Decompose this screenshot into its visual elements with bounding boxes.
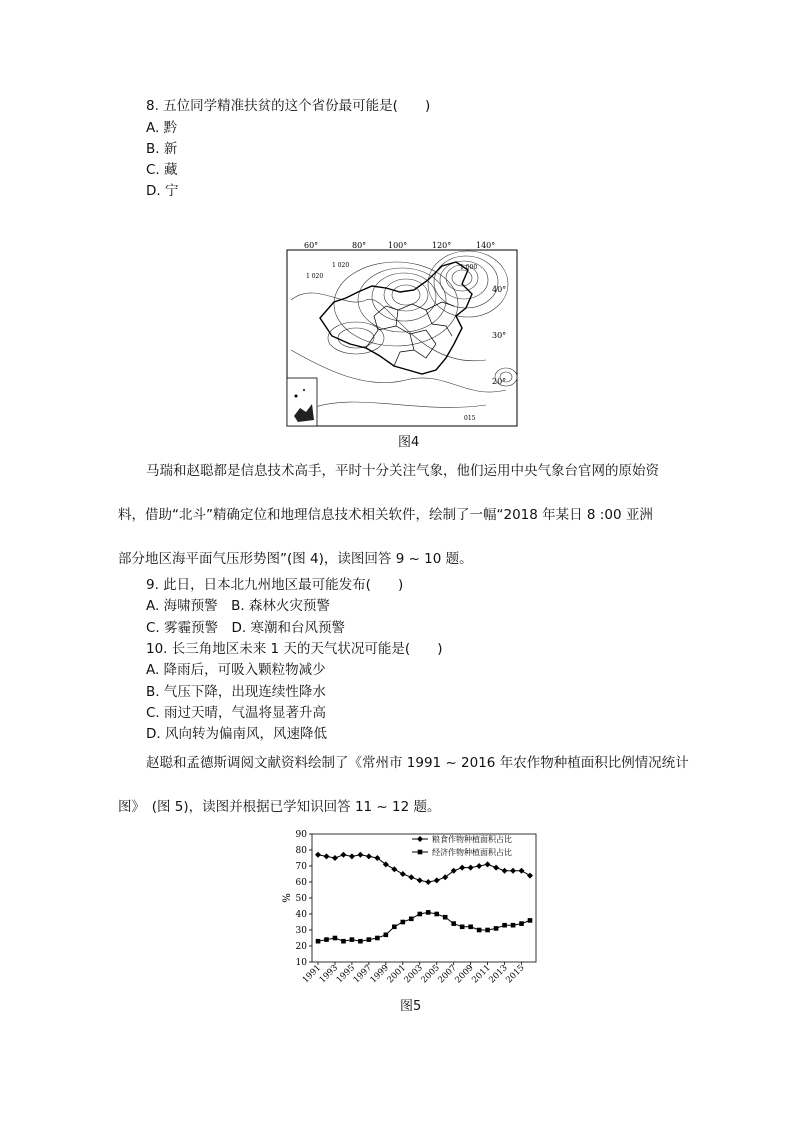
data-point — [425, 879, 431, 885]
data-point — [315, 852, 321, 858]
data-point — [528, 918, 533, 923]
crop-area-ratio-chart — [282, 826, 544, 998]
y-tick-label: 10 — [295, 958, 307, 968]
y-tick-label: 20 — [295, 942, 307, 952]
data-point — [502, 923, 507, 928]
data-point — [417, 912, 422, 917]
lon-label-100: 100° — [388, 241, 408, 250]
data-point — [366, 853, 372, 859]
legend-label: 粮食作物种植面积占比 — [432, 835, 512, 844]
data-point — [493, 865, 499, 871]
data-point — [350, 937, 355, 942]
data-point — [375, 936, 380, 941]
q10-option-b: B. 气压下降，出现连续性降水 — [146, 684, 326, 700]
isobar-label: 015 — [464, 415, 476, 422]
x-tick-label: 2005 — [419, 963, 442, 986]
data-point — [468, 925, 473, 930]
y-tick-label: 50 — [295, 894, 307, 904]
q8-option-c: C. 藏 — [146, 162, 178, 178]
x-tick-label: 1999 — [368, 963, 391, 986]
data-point — [502, 868, 508, 874]
q8-option-a: A. 黔 — [146, 120, 178, 136]
q8-option-b: B. 新 — [146, 141, 178, 157]
data-point — [510, 868, 516, 874]
data-point — [340, 852, 346, 858]
q9-options-row-2: C. 雾霾预警 D. 寒潮和台风预警 — [146, 620, 345, 636]
data-point — [409, 917, 414, 922]
data-point — [519, 921, 524, 926]
q10-option-d: D. 风向转为偏南风，风速降低 — [146, 726, 327, 742]
data-point — [527, 873, 533, 879]
data-point — [392, 925, 397, 930]
y-tick-label: 40 — [295, 910, 307, 920]
intro-paragraph-1-line-3: 部分地区海平面气压形势图”(图 4)，读图回答 9 ~ 10 题。 — [118, 551, 473, 567]
figure-4-caption: 图4 — [398, 435, 420, 450]
q10-stem: 10. 长三角地区未来 1 天的天气状况可能是( ) — [146, 641, 443, 657]
data-point — [426, 910, 431, 915]
sea-level-pressure-map — [286, 240, 518, 428]
data-point — [324, 937, 329, 942]
x-tick-label: 1993 — [317, 963, 341, 986]
x-tick-label: 1991 — [300, 963, 324, 986]
y-tick-label: 90 — [295, 830, 307, 840]
data-point — [476, 863, 482, 869]
data-point — [417, 877, 423, 883]
x-tick-label: 2009 — [453, 963, 476, 986]
x-tick-label: 1997 — [351, 963, 375, 986]
data-point — [434, 912, 439, 917]
isobar-label: 1 020 — [332, 262, 350, 269]
data-point — [400, 871, 406, 877]
x-tick-label: 2003 — [402, 963, 425, 986]
data-point — [323, 853, 329, 859]
data-point — [391, 866, 397, 872]
data-point — [443, 915, 448, 920]
y-tick-label: 70 — [295, 862, 307, 872]
data-point — [485, 861, 491, 867]
lon-label-60: 60° — [304, 241, 319, 250]
data-point — [434, 877, 440, 883]
data-point — [494, 926, 499, 931]
data-point — [332, 855, 338, 861]
data-point — [349, 853, 355, 859]
x-tick-label: 2001 — [385, 963, 408, 986]
data-point — [333, 936, 338, 941]
q10-option-a: A. 降雨后，可吸入颗粒物减少 — [146, 662, 326, 678]
intro-paragraph-2-line-2: 图》 (图 5)，读图并根据已学知识回答 11 ~ 12 题。 — [118, 799, 441, 815]
data-point — [341, 939, 346, 944]
data-point — [459, 865, 465, 871]
x-tick-label: 2007 — [436, 963, 459, 986]
intro-paragraph-1-line-1: 马瑞和赵聪都是信息技术高手，平时十分关注气象，他们运用中央气象台官网的原始资 — [146, 463, 659, 479]
legend-label: 经济作物种植面积占比 — [432, 848, 512, 857]
x-tick-label: 1995 — [334, 963, 358, 986]
data-point — [451, 921, 456, 926]
q8-option-d: D. 宁 — [146, 183, 179, 199]
y-tick-label: 80 — [295, 846, 307, 856]
legend-marker — [417, 836, 423, 842]
lon-label-140: 140° — [476, 241, 496, 250]
data-point — [485, 928, 490, 933]
data-point — [477, 928, 482, 933]
x-tick-label: 2011 — [470, 963, 493, 986]
lat-label-20: 20° — [492, 377, 507, 386]
data-point — [316, 939, 321, 944]
lat-label-30: 30° — [492, 331, 507, 340]
y-axis-label: % — [282, 893, 293, 903]
y-tick-label: 60 — [295, 878, 307, 888]
intro-paragraph-2-line-1: 赵聪和孟德斯调阅文献资料绘制了《常州市 1991 ~ 2016 年农作物种植面积比例情况统计 — [146, 755, 689, 771]
data-point — [358, 939, 363, 944]
isobar-label: 1 000 — [460, 264, 478, 271]
q10-option-c: C. 雨过天晴，气温将显著升高 — [146, 705, 327, 721]
data-point — [357, 852, 363, 858]
intro-paragraph-1-line-2: 料，借助“北斗”精确定位和地理信息技术相关软件，绘制了一幅“2018 年某日 8 :00 亚洲 — [118, 507, 653, 523]
data-point — [468, 865, 474, 871]
isobar-label: 1 020 — [306, 273, 324, 280]
figure-5-caption: 图5 — [400, 999, 422, 1014]
legend-marker — [418, 850, 423, 855]
lon-label-120: 120° — [432, 241, 452, 250]
y-tick-label: 30 — [295, 926, 307, 936]
data-point — [460, 925, 465, 930]
lat-label-40: 40° — [492, 285, 507, 294]
q9-stem: 9. 此日，日本北九州地区最可能发布( ) — [146, 577, 404, 593]
data-point — [519, 868, 525, 874]
data-point — [384, 933, 389, 938]
x-tick-label: 2015 — [504, 963, 527, 986]
q8-stem: 8. 五位同学精准扶贫的这个省份最可能是( ) — [146, 98, 431, 114]
data-point — [511, 923, 516, 928]
lon-label-80: 80° — [352, 241, 367, 250]
q9-options-row-1: A. 海啸预警 B. 森林火灾预警 — [146, 598, 330, 614]
data-point — [408, 874, 414, 880]
data-point — [367, 937, 372, 942]
data-point — [401, 920, 406, 925]
x-tick-label: 2013 — [487, 963, 510, 986]
